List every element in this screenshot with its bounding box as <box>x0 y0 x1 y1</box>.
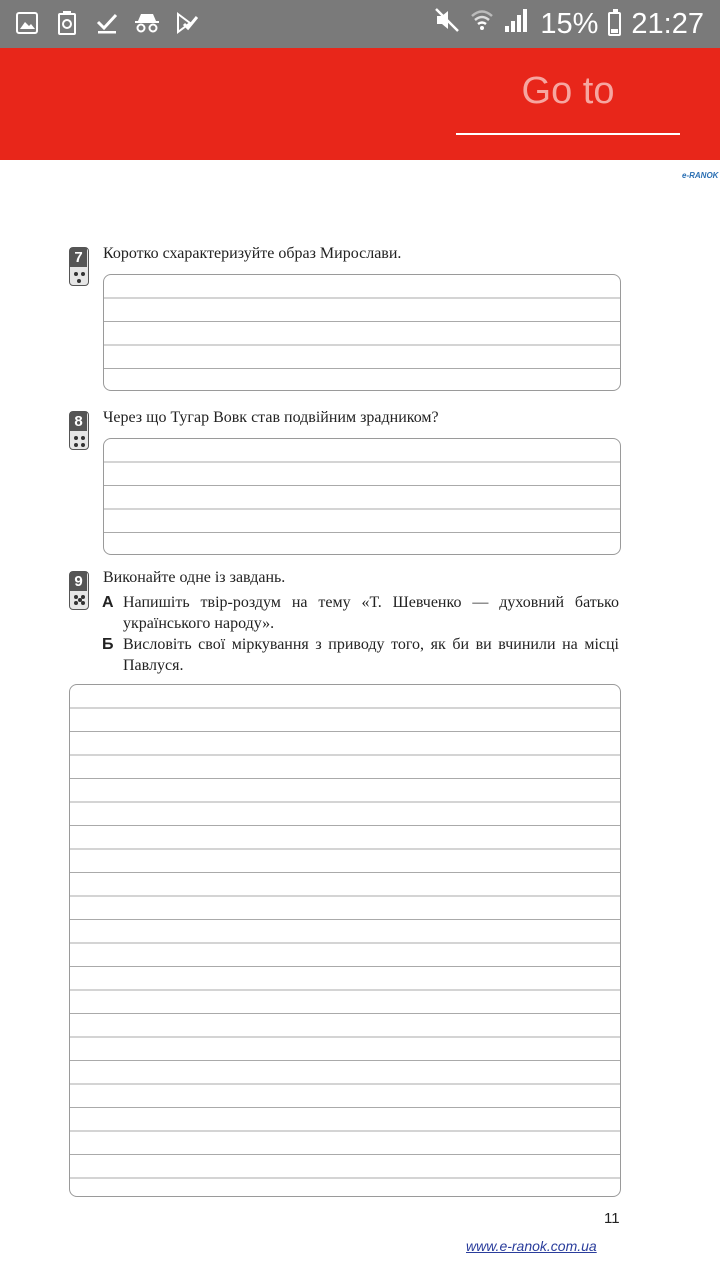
question-7-badge: 7 <box>69 247 89 286</box>
website-link[interactable]: www.e-ranok.com.ua <box>466 1238 597 1254</box>
question-8-text: Через що Тугар Вовк став подвійним зрадником? <box>103 409 439 426</box>
workbook-page[interactable] <box>0 160 720 1280</box>
status-bar <box>0 0 720 48</box>
task-done-icon <box>174 10 200 36</box>
signal-icon <box>504 7 530 41</box>
question-7-text: Коротко схарактеризуйте образ Мирослави. <box>103 245 402 262</box>
recycle-icon <box>54 10 80 36</box>
publisher-logo: e-RANOK <box>682 171 719 180</box>
question-9-option-b: Б Висловіть свої міркування з приводу того, як би ви вчинили на місці Павлуся. <box>102 636 619 674</box>
question-9-text: Виконайте одне із завдань. <box>103 569 286 586</box>
page-number: 11 <box>604 1210 620 1227</box>
mute-icon <box>434 7 460 41</box>
question-9-badge: 9 <box>69 571 89 610</box>
go-to-underline <box>456 133 680 135</box>
answer-box-9[interactable] <box>69 684 621 1197</box>
download-done-icon <box>94 10 120 36</box>
question-9-option-a: А Напишіть твір-роздум на тему «Т. Шевченко — духовний батько українського народу». <box>102 594 619 632</box>
battery-icon <box>608 12 621 36</box>
clock: 21:27 <box>631 7 704 40</box>
wifi-icon <box>470 7 494 41</box>
app-header <box>0 48 720 160</box>
answer-box-8[interactable] <box>103 438 621 555</box>
gallery-icon <box>14 10 40 36</box>
incognito-icon <box>134 10 160 36</box>
answer-box-7[interactable] <box>103 274 621 391</box>
battery-percent: 15% <box>540 7 599 40</box>
go-to-button[interactable]: Go to <box>521 70 615 112</box>
question-8-badge: 8 <box>69 411 89 450</box>
